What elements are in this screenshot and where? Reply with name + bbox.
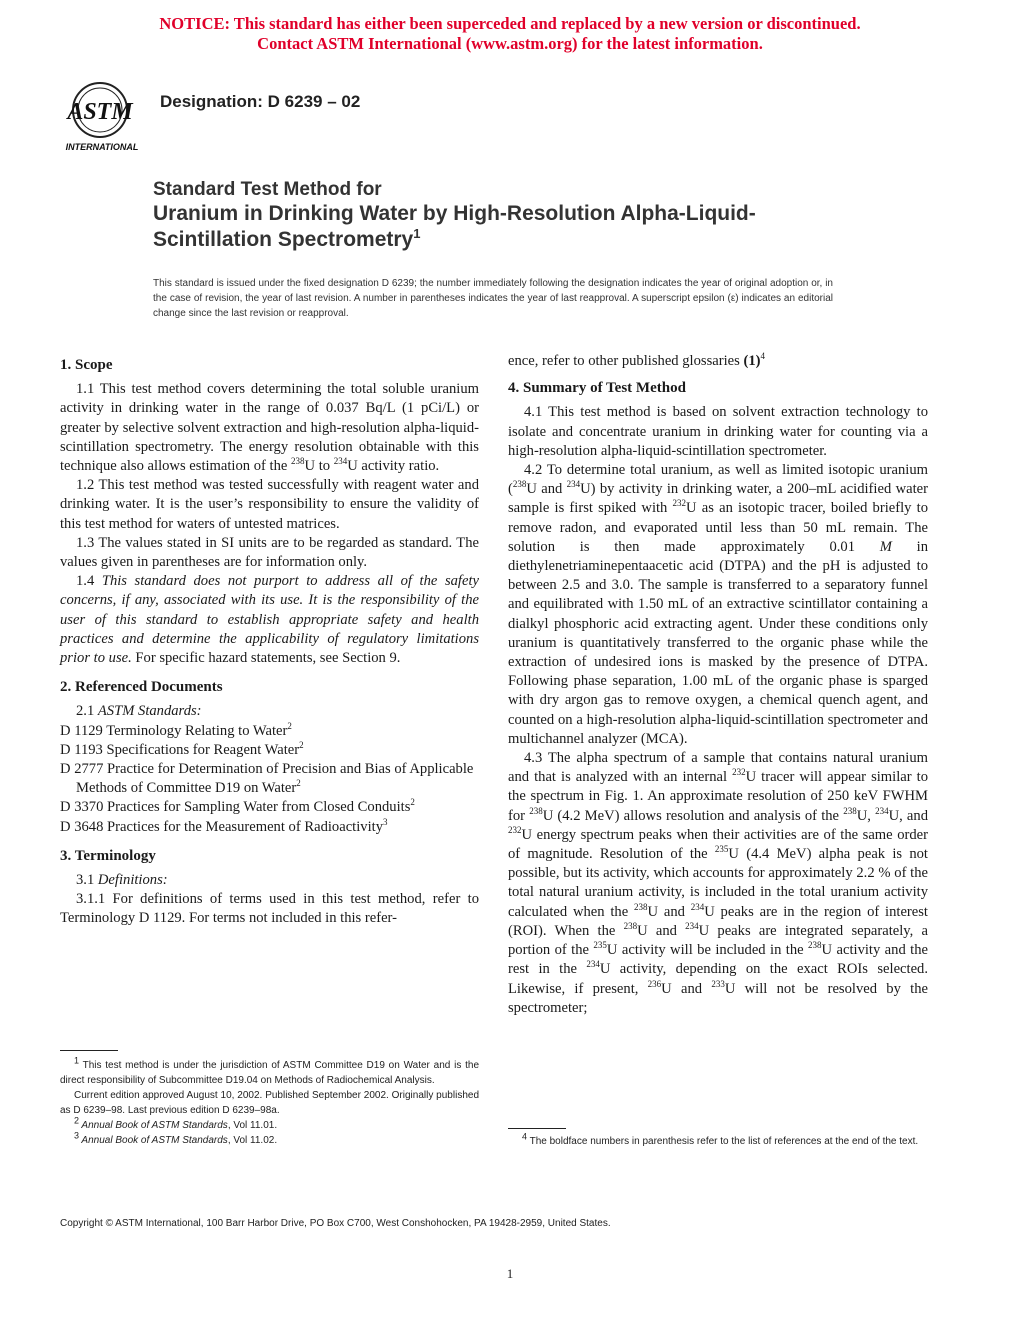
title-footnote-mark: 1 — [413, 226, 421, 241]
footnote-3: $^3$ Annual Book of ASTM Standards, Vol 11.02. — [74, 1130, 278, 1146]
scope-heading: 1. Scope — [60, 357, 113, 373]
summary-4-2: 4.2 To determine total uranium, as well as limited isotopic uranium ($^{238}$U and $^{234}$U) by activity in drinking water, a 200–mL acidified water sample is first spiked with $^{232}$U as an isotopic tracer, boiled briefly to remove radon, and evaporated until less than 50 mL remain. The solution is then made approximately 0.01 M in diethylenetriaminepentaacetic acid (DTPA) and the pH is adjusted to between 2.5 and 3.0. The sample is transferred to a separatory funnel and equilibrated with 1.50 mL of an extractive scintillator containing a dialkyl phosphoric acid extracting agent. Under these conditions only uranium is quantitatively transferred to the organic phase while the extraction of undesired ions is masked by the presence of DTPA. Following phase separation, 1.00 mL of the organic phase is sparged with dry argon gas to remove oxygen, a chemical quench agent, and counted on a high-resolution alpha-liquid-scintillation spectrometer and multichannel analyzer (MCA). — [508, 462, 929, 747]
scope-1-3: 1.3 The values stated in SI units are to be regarded as standard. The values given in parentheses are for information only. — [60, 534, 479, 571]
footnote-1: $^1$ This test method is under the jurisdiction of ASTM Committee D19 on Water and is the direct responsibility of Subcommittee D19.04 on Methods of Radiochemical Analysis. — [60, 1055, 479, 1086]
referenced-heading: 2. Referenced Documents — [60, 679, 223, 696]
left-column — [60, 352, 479, 929]
footnote-2: $^2$ Annual Book of ASTM Standards, Vol 11.01. — [74, 1115, 278, 1131]
astm-logo — [60, 78, 146, 154]
terminology-3-1-1: 3.1.1 For definitions of terms used in this test method, refer to Terminology D 1129. For terms not included in this refer- — [60, 891, 479, 927]
left-footnote-rule — [60, 1050, 118, 1051]
terminology-continuation: ence, refer to other published glossaries $(1)^4$ — [508, 351, 765, 369]
ref-item-1: D 1129 Terminology Relating to Water$^2$ — [60, 720, 292, 739]
summary-4-3: 4.3 The alpha spectrum of a sample that contains natural uranium and that is analyzed with an internal $^{232}$U tracer will appear similar to the spectrum in Fig. 1. An approximate resolution of 250 keV FWHM for $^{238}$U (4.2 MeV) allows resolution and analysis of the $^{238}$U, $^{234}$U, and $^{232}$U energy spectrum peaks when their activities are of the same order of magnitude. Resolution of the $^{235}$U (4.4 MeV) alpha peak is not possible, but its activity, which accounts for approximately 2.2 % of the total natural uranium activity, is included in the total uranium activity calculated when the $^{238}$U and $^{234}$U peaks are in the region of interest (ROI). When the $^{238}$U and $^{234}$U peaks are integrated separately, a portion of the $^{235}$U activity will be included in the $^{238}$U activity and the rest in the $^{234}$U activity, depending on the exact ROIs selected. Likewise, if present, $^{236}$U and $^{233}$U will not be resolved by the spectrometer; — [508, 750, 929, 1016]
scope-1-2: 1.2 This test method was tested successfully with reagent water and drinking water. It is the user’s responsibility to ensure the validity of this test method for waters of untested matrices. — [60, 477, 479, 532]
copyright: Copyright © ASTM International, 100 Barr Harbor Drive, PO Box C700, West Conshohocken, PA 19428-2959, United States. — [60, 1218, 611, 1229]
issue-note: This standard is issued under the fixed designation D 6239; the number immediately following the designation indicates the year of original adoption or, in the case of revision, the year of last revision. A number in parentheses indicates the year of last reapproval. A superscript epsilon (ε) indicates an editorial change since the last revision or reapproval. — [153, 278, 833, 319]
notice-line-2: Contact ASTM International (www.astm.org) for the latest information. — [257, 34, 763, 53]
footnote-4: $^4$ The boldface numbers in parenthesis refer to the list of references at the end of the text. — [522, 1131, 919, 1147]
right-column — [508, 352, 928, 1018]
right-footnote-rule — [508, 1128, 566, 1129]
ref-item-3: D 2777 Practice for Determination of Precision and Bias of Applicable Methods of Committee D19 on Water$^2$ — [60, 761, 474, 797]
notice-line-1: NOTICE: This standard has either been superceded and replaced by a new version or discontinued. — [159, 14, 861, 33]
summary-heading: 4. Summary of Test Method — [508, 380, 686, 397]
title-line-1: Standard Test Method for — [153, 179, 382, 200]
ref-item-5: D 3648 Practices for the Measurement of Radioactivity$^3$ — [60, 816, 388, 835]
referenced-subheading: 2.1 ASTM Standards: — [76, 703, 202, 720]
scope-1-1: 1.1 This test method covers determining the total soluble uranium activity in drinking water in the range of 0.037 Bq/L (1 pCi/L) or greater by selective solvent extraction and high-resolution alpha-liquid-scintillation spectrometry. The energy resolution obtainable with this technique also allows estimation of the $^{238}$U to $^{234}$U activity ratio. — [60, 381, 479, 475]
left-footnotes — [60, 1055, 479, 1148]
terminology-subheading: 3.1 Definitions: — [76, 872, 168, 889]
designation: Designation: D 6239 – 02 — [160, 92, 361, 111]
document-title — [153, 178, 756, 253]
ref-item-2: D 1193 Specifications for Reagent Water$^2$ — [60, 740, 304, 758]
page-number: 1 — [506, 1266, 514, 1281]
logo-mark: ASTM — [67, 99, 133, 125]
ref-item-4: D 3370 Practices for Sampling Water from Closed Conduits$^2$ — [60, 797, 415, 816]
scope-1-4: 1.4 This standard does not purport to address all of the safety concerns, if any, associated with its use. It is the responsibility of the user of this standard to establish appropriate safety and health practices and determine the applicability of regulatory limitations prior to use. For specific hazard statements, see Section 9. — [60, 573, 479, 667]
summary-4-1: 4.1 This test method is based on solvent extraction technology to isolate and concentrate uranium in drinking water for counting via a high-resolution alpha-liquid-scintillation spectrometer. — [508, 404, 928, 459]
footnote-1-edition: Current edition approved August 10, 2002. Published September 2002. Originally published as D 6239–98. Last previous edition D 6239–98a. — [60, 1090, 479, 1116]
notice-banner — [0, 14, 1020, 54]
title-line-2: Uranium in Drinking Water by High-Resolution Alpha-Liquid- — [153, 202, 756, 225]
logo-sub: INTERNATIONAL — [65, 142, 139, 152]
title-line-3 — [153, 227, 756, 253]
terminology-heading: 3. Terminology — [60, 847, 156, 864]
title-line-3-text: Scintillation Spectrometry — [153, 228, 414, 251]
right-footnotes — [508, 1131, 928, 1149]
